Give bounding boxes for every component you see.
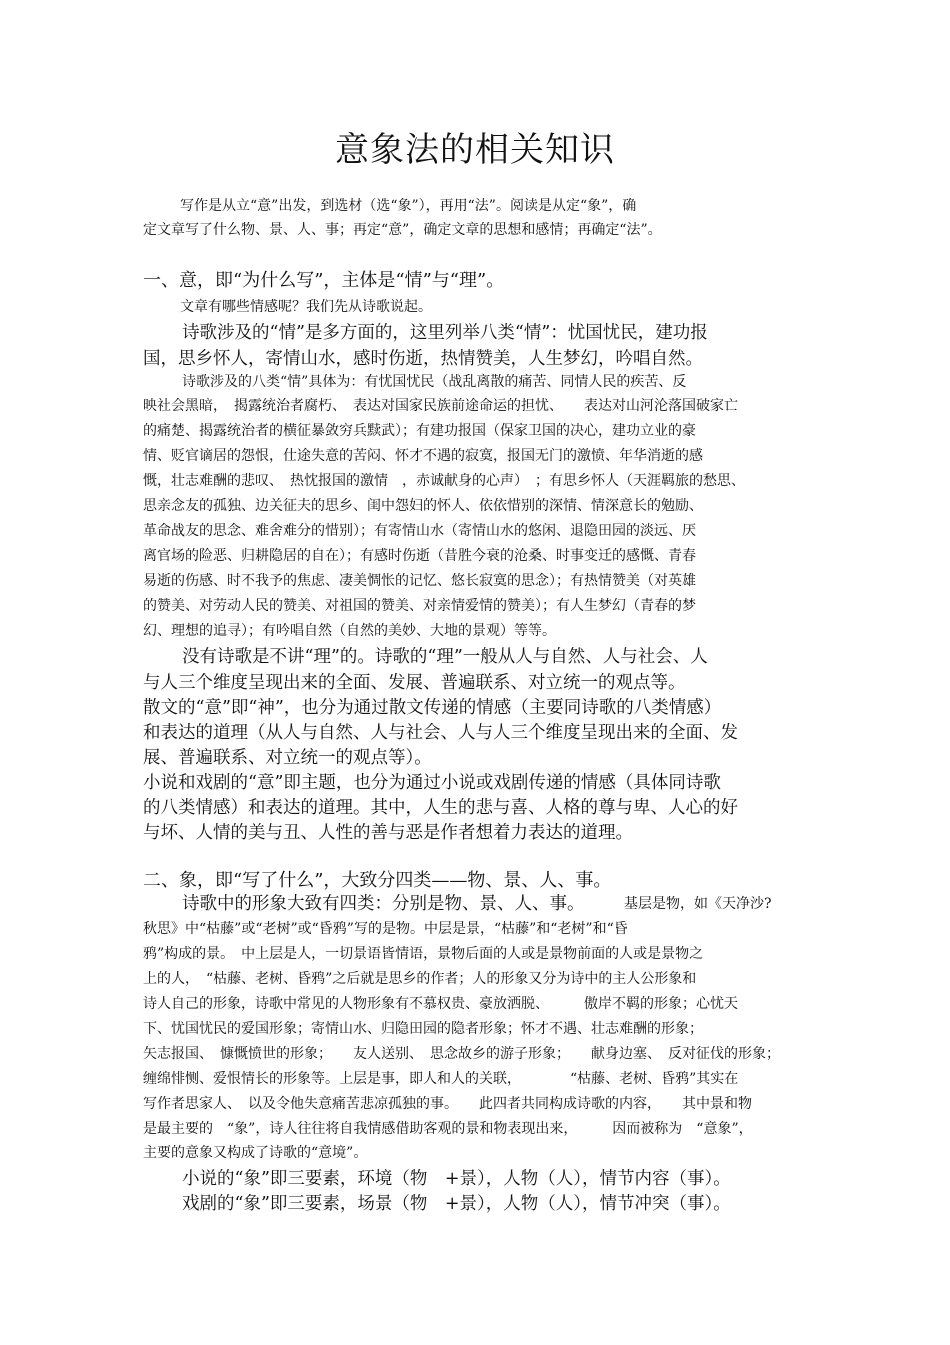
image-detail-line-4: 诗人自己的形象，诗歌中常见的人物形象有不慕权贵、豪放洒脱、 傲岸不羁的形象；心忧天: [143, 996, 738, 1012]
image-detail-line-8: 写作者思家人、 以及令他失意痛苦悲凉孤独的事。 此四者共同构成诗歌的内容， 其中景和物: [143, 1096, 752, 1112]
novel-line-3: 与坏、人情的美与丑、人性的善与恶是作者想着力表达的道理。: [143, 823, 633, 843]
detail-line-10: 的赞美、对劳动人民的赞美、对祖国的赞美、对亲情爱情的赞美）；有人生梦幻（青春的梦: [143, 598, 696, 614]
eight-emotions-line-1: 诗歌涉及的“情”是多方面的，这里列举八类“情”：忧国忧民，建功报: [182, 323, 708, 343]
section1-heading: 一、意，即“为什么写”，主体是“情”与“理”。: [143, 270, 505, 291]
image-detail-line-1: 秋思》中“枯藤”或“老树”或“昏鸦”写的是物。中层是景，“枯藤”和“老树”和“昏: [143, 921, 628, 937]
reason-line-1: 没有诗歌是不讲“理”的。诗歌的“理”一般从人与自然、人与社会、人: [182, 647, 708, 667]
image-types-small: 基层是物，如《天净沙?: [624, 896, 772, 912]
detail-line-9: 易逝的伤感、时不我予的焦虑、凄美惆怅的记忆、悠长寂寞的思念）；有热情赞美（对英雄: [143, 573, 696, 589]
image-types-large: 诗歌中的形象大致有四类：分别是物、景、人、事。: [182, 894, 585, 914]
novel-xiang-line: 小说的“象”即三要素，环境（物 +景），人物（人），情节内容（事）。: [182, 1169, 731, 1189]
drama-xiang-line: 戏剧的“象”即三要素，场景（物 +景），人物（人），情节冲突（事）。: [182, 1194, 731, 1214]
image-detail-line-7: 缠绵悱恻、爱恨情长的形象等。上层是事，即人和人的关联， “枯藤、老树、昏鸦”其实在: [143, 1071, 739, 1087]
image-detail-line-6: 矢志报国、 慷慨愤世的形象； 友人送别、 思念故乡的游子形象； 献身边塞、 反对征伐的形象；: [143, 1046, 780, 1062]
novel-line-1: 小说和戏剧的“意”即主题，也分为通过小说或戏剧传递的情感（具体同诗歌: [143, 773, 721, 793]
detail-line-11: 幻、理想的追寻）；有吟唱自然（自然的美妙、大地的景观）等等。: [143, 623, 556, 639]
prose-line-3: 展、普遍联系、对立统一的观点等）。: [143, 748, 432, 768]
prose-line-2: 和表达的道理（从人与自然、人与社会、人与人三个维度呈现出来的全面、发: [143, 723, 738, 743]
detail-line-2: 映社会黑暗， 揭露统治者腐朽、 表达对国家民族前途命运的担忧、 表达对山河沦落国破家亡: [143, 398, 738, 414]
image-detail-line-10: 主要的意象又构成了诗歌的“意境”。: [143, 1145, 368, 1161]
prose-line-1: 散文的“意”即“神”，也分为通过散文传递的情感（主要同诗歌的八类情感）: [143, 698, 722, 718]
eight-emotions-line-2: 国，思乡怀人，寄情山水，感时伤逝，热情赞美，人生梦幻，吟唱自然。: [143, 349, 703, 369]
novel-line-2: 的八类情感）和表达的道理。其中，人生的悲与喜、人格的尊与卑、人心的好: [143, 798, 738, 818]
intro-line-2: 定文章写了什么物、景、人、事；再定“意”，确定文章的思想和感情；再确定“法”。: [143, 222, 662, 238]
section1-subheading: 文章有哪些情感呢？我们先从诗歌说起。: [180, 299, 432, 315]
image-detail-line-2: 鸦”构成的景。 中上层是人，一切景语皆情语，景物后面的人或是景物前面的人或是景物之: [143, 946, 704, 962]
section2-heading: 二、象，即“写了什么”，大致分四类——物、景、人、事。: [143, 870, 612, 891]
detail-line-6: 思亲念友的孤独、边关征夫的思乡、闺中怨妇的怀人、依依惜别的深情、情深意长的勉励、: [143, 498, 703, 514]
reason-line-2: 与人三个维度呈现出来的全面、发展、普遍联系、对立统一的观点等。: [143, 673, 686, 693]
detail-line-4: 情、贬官谪居的怨恨，仕途失意的苦闷、怀才不遇的寂寞，报国无门的激愤、年华消逝的感: [143, 448, 703, 464]
image-detail-line-5: 下、忧国忧民的爱国形象；寄情山水、归隐田园的隐者形象；怀才不遇、壮志难酬的形象；: [143, 1021, 703, 1037]
intro-line-1: 写作是从立“意”出发，到选材（选“象”），再用“法”。阅读是从定“象”，确: [180, 198, 637, 214]
image-detail-line-3: 上的人， “枯藤、老树、昏鸦”之后就是思乡的作者；人的形象又分为诗中的主人公形象和: [143, 971, 697, 987]
image-detail-line-9: 是最主要的 “象”，诗人往往将自我情感借助客观的景和物表现出来， 因而被称为 “意象”，: [143, 1121, 753, 1137]
detail-line-1: 诗歌涉及的八类“情”具体为：有忧国忧民（战乱离散的痛苦、同情人民的疾苦、反: [182, 374, 687, 390]
page-title: 意象法的相关知识: [335, 130, 615, 170]
detail-line-3: 的痛楚、揭露统治者的横征暴敛穷兵黩武）；有建功报国（保家卫国的决心，建功立业的豪: [143, 423, 696, 439]
detail-line-5: 慨，壮志难酬的悲叹、 热忱报国的激情 ，赤诚献身的心声） ；有思乡怀人（天涯羁旅的愁思、: [143, 473, 745, 489]
detail-line-8: 离官场的险恶、归耕隐居的自在）；有感时伤逝（昔胜今衰的沧桑、时事变迁的感慨、青春: [143, 548, 696, 564]
detail-line-7: 革命战友的思念、难舍难分的惜别）；有寄情山水（寄情山水的悠闲、退隐田园的淡远、厌: [143, 523, 696, 539]
